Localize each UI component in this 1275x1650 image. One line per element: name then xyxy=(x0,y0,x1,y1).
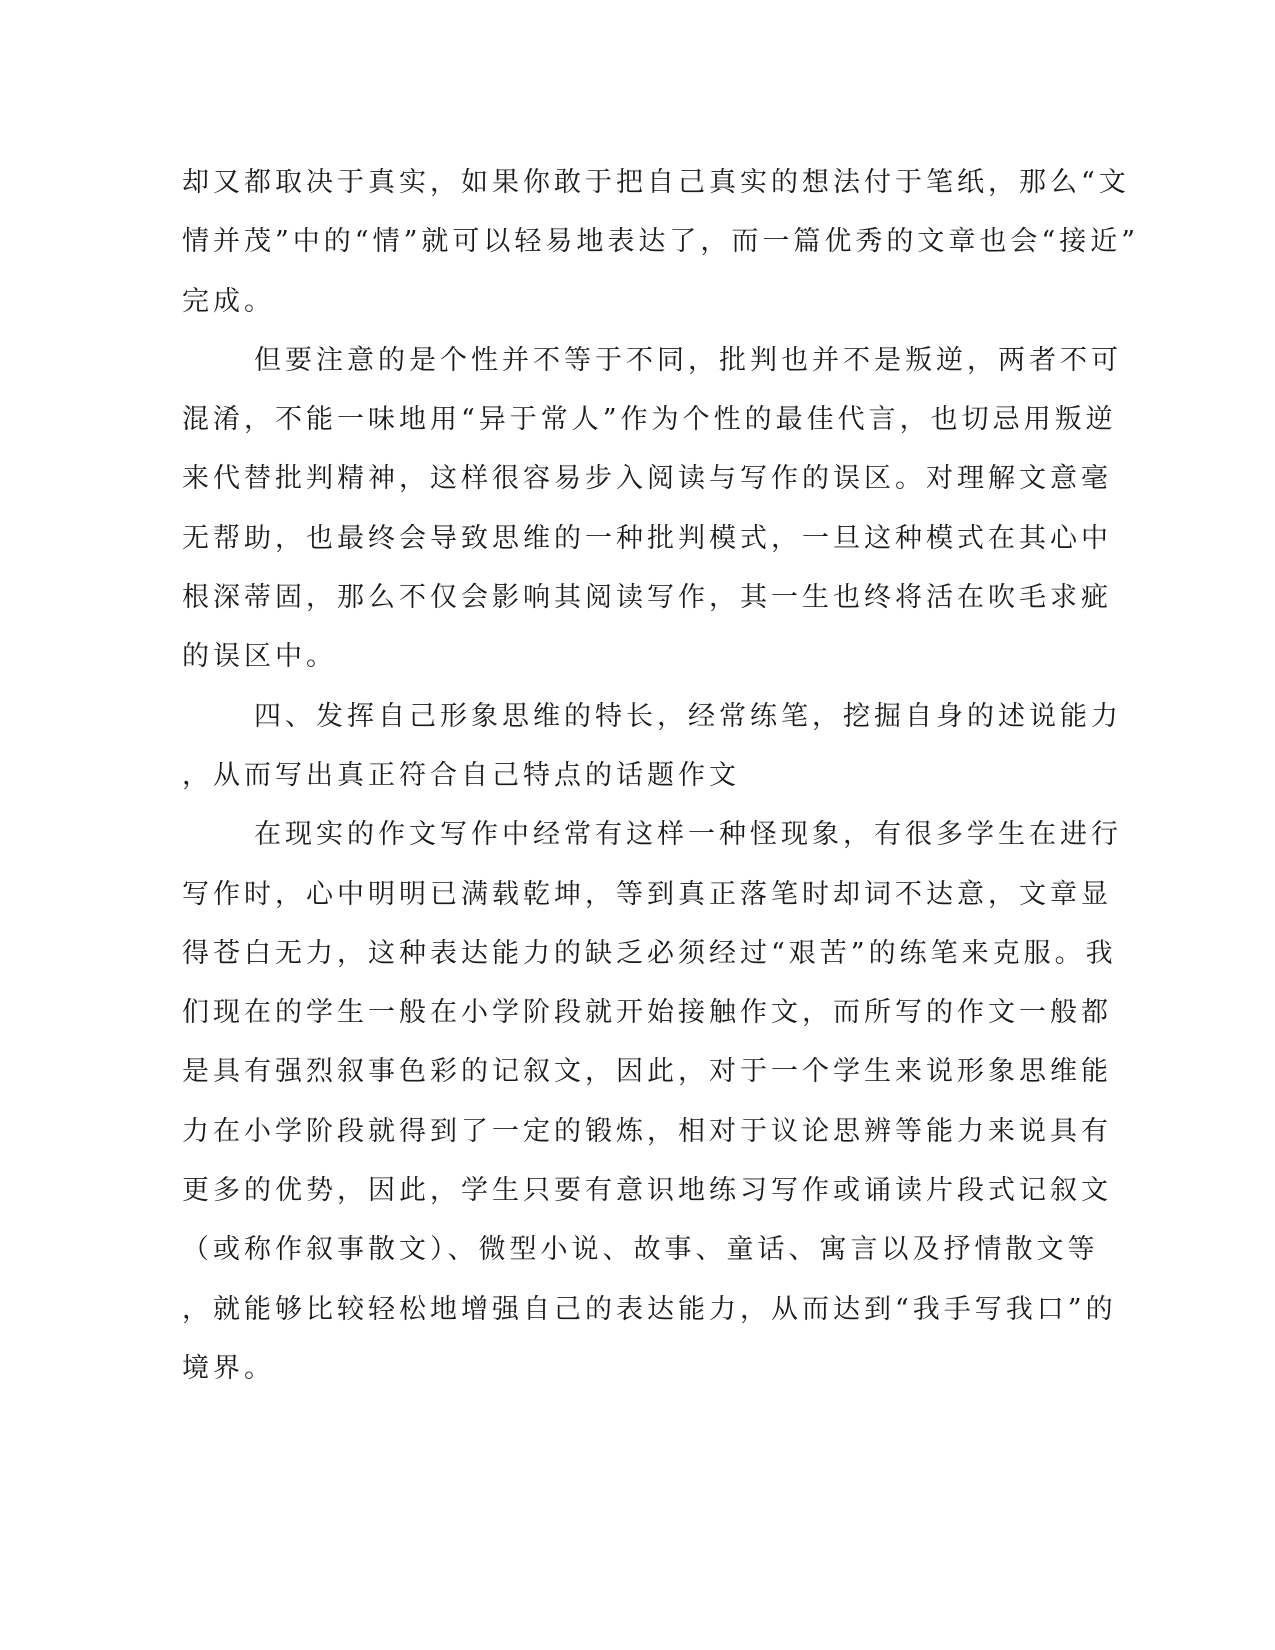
text-line: 混淆，不能一味地用“异于常人”作为个性的最佳代言，也切忌用叛逆 xyxy=(182,404,1117,436)
text-line: 们现在的学生一般在小学阶段就开始接触作文，而所写的作文一般都 xyxy=(182,997,1112,1029)
text-line: 力在小学阶段就得到了一定的锻炼，相对于议论思辨等能力来说具有 xyxy=(182,1115,1112,1147)
text-line: 无帮助，也最终会导致思维的一种批判模式，一旦这种模式在其心中 xyxy=(182,522,1112,554)
section-heading-line: 四、发挥自己形象思维的特长，经常练笔，挖掘自身的述说能力 xyxy=(254,700,1122,732)
text-line: 的误区中。 xyxy=(182,641,337,673)
body-text xyxy=(182,153,1140,1398)
text-line: 是具有强烈叙事色彩的记叙文，因此，对于一个学生来说形象思维能 xyxy=(182,1056,1112,1088)
text-line: 却又都取决于真实，如果你敢于把自己真实的想法付于笔纸，那么“文 xyxy=(182,167,1130,198)
paragraph-start-line: 但要注意的是个性并不等于不同，批判也并不是叛逆，两者不可 xyxy=(254,344,1122,376)
text-line: ，就能够比较轻松地增强自己的表达能力，从而达到“我手写我口”的 xyxy=(182,1293,1117,1325)
section-heading-line: ，从而写出真正符合自己特点的话题作文 xyxy=(182,759,740,791)
text-line: 得苍白无力，这种表达能力的缺乏必须经过“艰苦”的练笔来克服。我 xyxy=(182,937,1117,969)
text-line: （或称作叙事散文）、微型小说、故事、童话、寓言以及抒情散文等 xyxy=(182,1234,1099,1266)
paragraph-start-line: 在现实的作文写作中经常有这样一种怪现象，有很多学生在进行 xyxy=(254,819,1122,851)
text-line: 来代替批判精神，这样很容易步入阅读与写作的误区。对理解文意毫 xyxy=(182,463,1112,495)
text-line: 更多的优势，因此，学生只要有意识地练习写作或诵读片段式记叙文 xyxy=(182,1175,1112,1207)
text-line: 完成。 xyxy=(182,285,275,317)
text-line: 写作时，心中明明已满载乾坤，等到真正落笔时却词不达意，文章显 xyxy=(182,878,1112,910)
text-line: 境界。 xyxy=(182,1352,275,1384)
text-line: 根深蒂固，那么不仅会影响其阅读写作，其一生也终将活在吹毛求疵 xyxy=(182,582,1112,614)
text-line: 情并茂”中的“情”就可以轻易地表达了，而一篇优秀的文章也会“接近” xyxy=(182,226,1140,258)
